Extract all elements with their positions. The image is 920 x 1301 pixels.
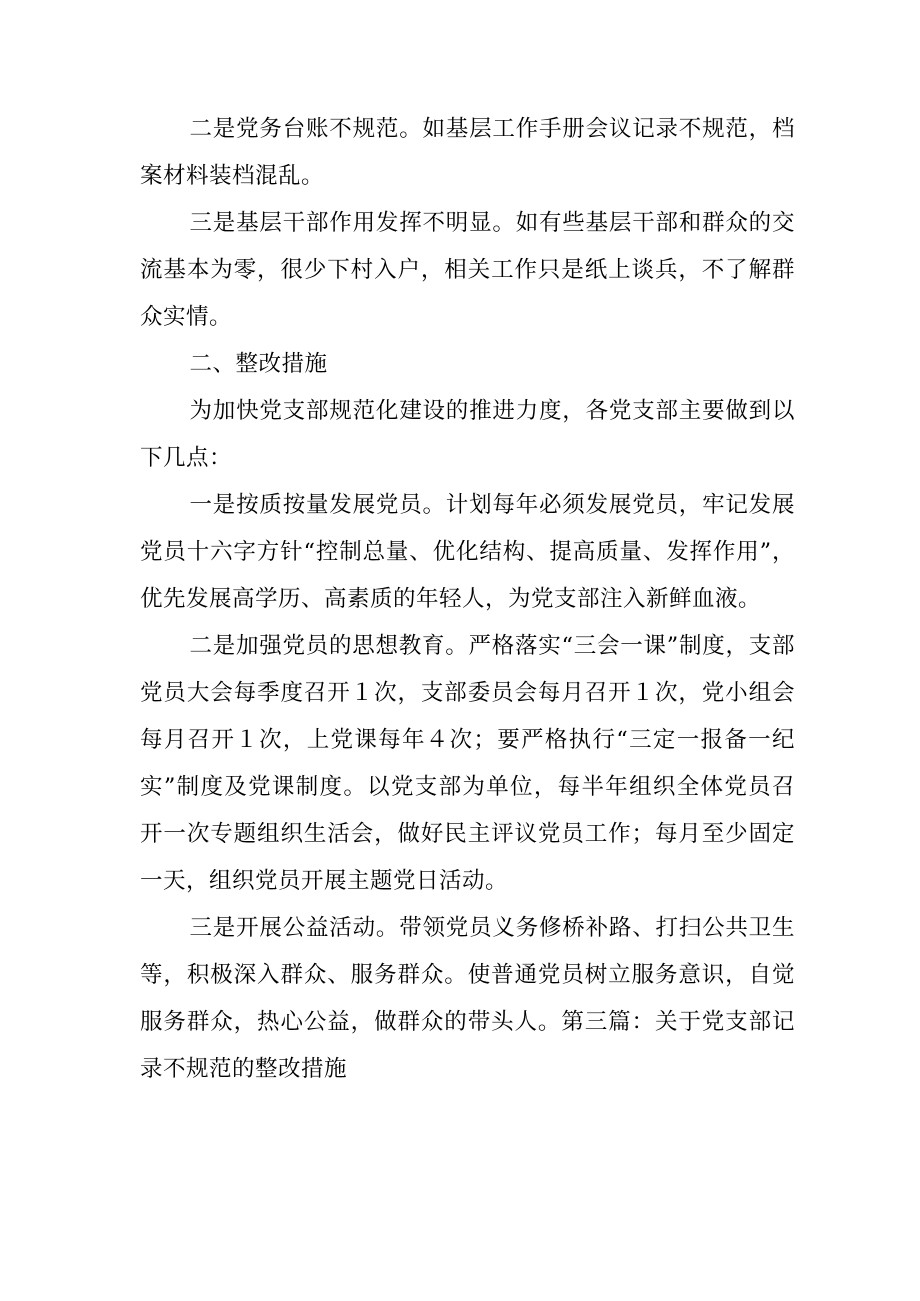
paragraph-measure-one: 一是按质按量发展党员。计划每年必须发展党员，牢记发展党员十六字方针“控制总量、优化结构、提高质量、发挥作用”，优先发展高学历、高素质的年轻人，为党支部注入新鲜血液。 <box>140 492 795 612</box>
paragraph-intro-measures: 为加快党支部规范化建设的推进力度，各党支部主要做到以下几点： <box>140 398 795 471</box>
paragraph-measure-three: 三是开展公益活动。带领党员义务修桥补路、打扫公共卫生等，积极深入群众、服务群众。使普通党员树立服务意识，自觉服务群众，热心公益，做群众的带头人。第三篇：关于党支部记录不规范的整改措施 <box>140 915 795 1082</box>
paragraph-measure-two: 二是加强党员的思想教育。严格落实“三会一课”制度，支部党员大会每季度召开１次，支部委员会每月召开１次，党小组会每月召开１次，上党课每年４次；要严格执行“三定一报备一纪实”制度及党课制度。以党支部为单位，每半年组织全体党员召开一次专题组织生活会，做好民主评议党员工作；每月至少固定一天，组织党员开展主题党日活动。 <box>140 633 795 894</box>
paragraph-cadre-issue: 三是基层干部作用发挥不明显。如有些基层干部和群众的交流基本为零，很少下村入户，相关工作只是纸上谈兵，不了解群众实情。 <box>140 210 795 330</box>
section-heading-rectification: 二、整改措施 <box>189 351 328 377</box>
paragraph-ledger-issue: 二是党务台账不规范。如基层工作手册会议记录不规范，档案材料装档混乱。 <box>140 116 795 189</box>
document-body <box>140 106 795 1093</box>
